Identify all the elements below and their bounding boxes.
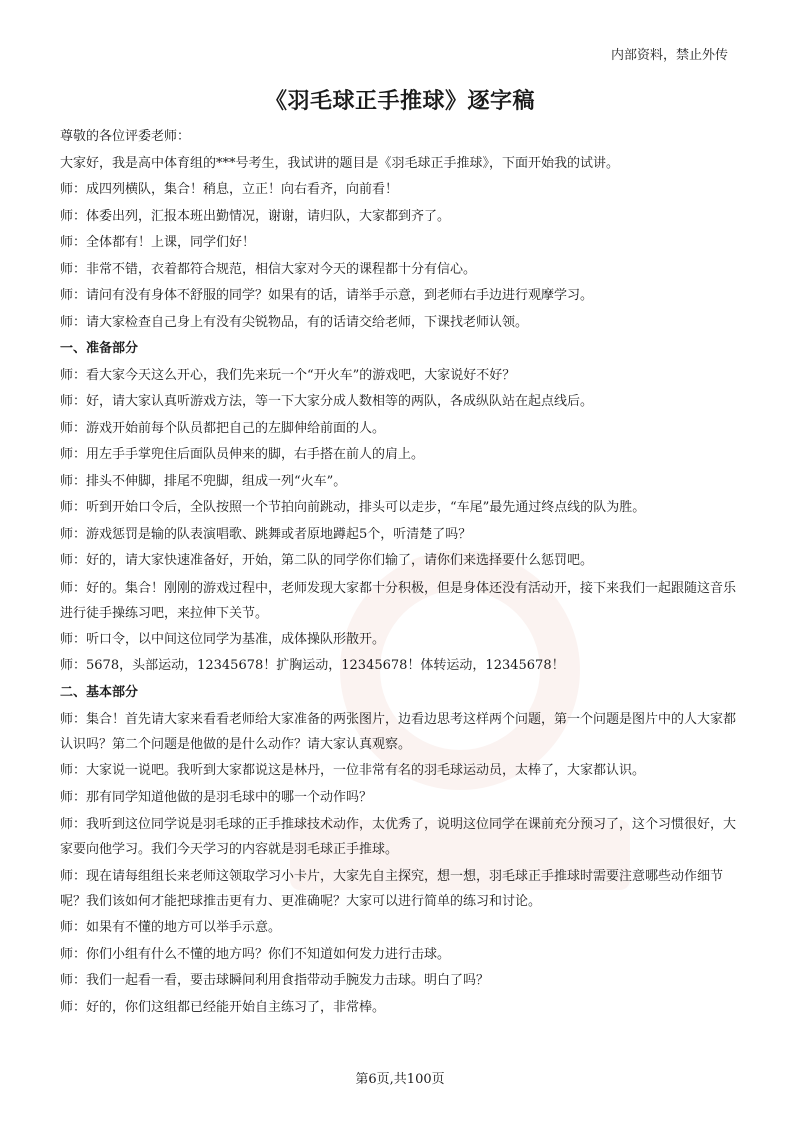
intro-line: 师：请大家检查自己身上有没有尖锐物品，有的话请交给老师，下课找老师认领。 xyxy=(60,314,529,330)
intro-line: 师：非常不错，衣着都符合规范，相信大家对今天的课程都十分有信心。 xyxy=(60,261,477,277)
intro-line: 大家好，我是高中体育组的***号考生，我试讲的题目是《羽毛球正手推球》，下面开始我的试讲。 xyxy=(60,155,620,171)
paragraph: 师：你们小组有什么不懂的地方吗？你们不知道如何发力进行击球。 xyxy=(60,946,451,962)
paragraph: 师：现在请每组组长来老师这领取学习小卡片，大家先自主探究，想一想，羽毛球正手推球时需要注意哪些动作细节呢？我们该如何才能把球推击更有力、更准确呢？大家可以进行简单的练习和讨论。 xyxy=(60,869,724,909)
paragraph: 师：集合！首先请大家来看看老师给大家准备的两张图片，边看边思考这样两个问题，第一个问题是图片中的人大家都认识吗？第二个问题是他做的是什么动作？请大家认真观察。 xyxy=(60,712,737,752)
paragraph: 师：好的，请大家快速准备好，开始，第二队的同学你们输了，请你们来选择要什么惩罚吧。 xyxy=(60,553,594,568)
header-note: 内部资料，禁止外传 xyxy=(610,48,728,63)
paragraph: 师：听到开始口令后，全队按照一个节拍向前跳动，排头可以走步，“车尾”最先通过终点线的队为胜。 xyxy=(60,500,646,515)
paragraph: 师：大家说一说吧。我听到大家都说这是林丹，一位非常有名的羽毛球运动员，太棒了，大家都认识。 xyxy=(60,763,646,778)
paragraph: 师：游戏开始前每个队员都把自己的左脚伸给前面的人。 xyxy=(60,420,386,436)
paragraph: 师：排头不伸脚，排尾不兜脚，组成一列“火车”。 xyxy=(60,473,347,489)
paragraph: 师：游戏惩罚是输的队表演唱歌、跳舞或者原地蹲起5个，听清楚了吗？ xyxy=(60,526,472,542)
paragraph: 师：如果有不懂的地方可以举手示意。 xyxy=(60,920,282,935)
paragraph: 师：我听到这位同学说是羽毛球的正手推球技术动作，太优秀了，说明这位同学在课前充分预习了，这个习惯很好，大家要向他学习。我们今天学习的内容就是羽毛球正手推球。 xyxy=(60,817,737,857)
intro-line: 尊敬的各位评委老师： xyxy=(60,129,191,144)
paragraph: 师：看大家今天这么开心，我们先来玩一个“开火车”的游戏吧，大家说好不好？ xyxy=(60,367,516,383)
intro-line: 师：成四列横队，集合！稍息，立正！向右看齐，向前看！ xyxy=(60,182,399,197)
paragraph: 师：那有同学知道他做的是羽毛球中的哪一个动作吗？ xyxy=(60,789,373,805)
document-body xyxy=(60,124,740,1021)
intro-line: 师：体委出列，汇报本班出勤情况，谢谢，请归队，大家都到齐了。 xyxy=(60,208,451,224)
page-number: 第6页,共100页 xyxy=(355,1072,445,1087)
paragraph: 师：好，请大家认真听游戏方法，等一下大家分成人数相等的两队，各成纵队站在起点线后。 xyxy=(60,394,594,409)
intro-line: 师：请问有没有身体不舒服的同学？如果有的话，请举手示意，到老师右手边进行观摩学习。 xyxy=(60,288,594,303)
paragraph: 师：好的。集合！刚刚的游戏过程中，老师发现大家都十分积极，但是身体还没有活动开，接下来我们一起跟随这音乐进行徒手操练习吧，来拉伸下关节。 xyxy=(60,580,737,621)
document-title: 《羽毛球正手推球》逐字稿 xyxy=(264,89,535,114)
section-heading-preparation: 一、准备部分 xyxy=(60,341,139,356)
paragraph: 师：5678，头部运动，12345678！扩胸运动，12345678！体转运动，12345678！ xyxy=(60,658,565,673)
section-heading-basic: 二、基本部分 xyxy=(60,684,139,700)
intro-line: 师：全体都有！上课，同学们好！ xyxy=(60,235,256,250)
paragraph: 师：听口令，以中间这位同学为基准，成体操队形散开。 xyxy=(60,631,386,647)
paragraph: 师：好的，你们这组都已经能开始自主练习了，非常棒。 xyxy=(60,999,386,1015)
paragraph: 师：用左手手掌兜住后面队员伸来的脚，右手搭在前人的肩上。 xyxy=(60,447,425,462)
paragraph: 师：我们一起看一看，要击球瞬间利用食指带动手腕发力击球。明白了吗？ xyxy=(60,973,490,988)
